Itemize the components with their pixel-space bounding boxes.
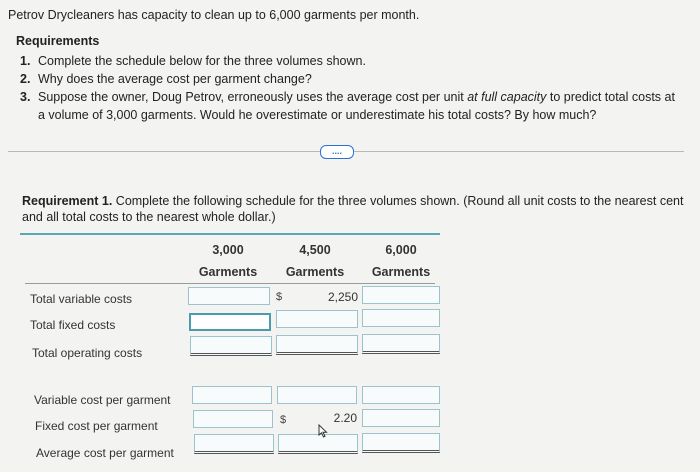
input-total-fixed-4500[interactable] <box>276 310 358 328</box>
requirement-1-label: Requirement 1. <box>22 194 113 208</box>
requirement-1-instructions <box>22 193 687 225</box>
column-unit: Garments <box>198 265 258 279</box>
header-rule <box>25 283 435 284</box>
mouse-cursor-icon <box>318 424 328 438</box>
input-variable-per-3000[interactable] <box>192 386 272 404</box>
requirement-item-1 <box>20 52 680 70</box>
requirement-number: 2. <box>20 72 31 86</box>
currency-symbol: $ <box>276 291 283 303</box>
input-average-per-6000[interactable] <box>362 433 440 453</box>
row-label-total-fixed: Total fixed costs <box>30 318 116 332</box>
input-fixed-per-6000[interactable] <box>362 409 440 427</box>
instructions-underline <box>20 233 440 235</box>
row-label-total-operating: Total operating costs <box>32 346 143 360</box>
requirement-item-2 <box>20 70 680 88</box>
input-total-operating-6000[interactable] <box>362 334 440 354</box>
requirement-text <box>38 88 680 124</box>
row-label-average-per-garment: Average cost per garment <box>36 446 174 460</box>
requirement-item-3 <box>20 88 680 124</box>
input-total-fixed-3000[interactable] <box>189 313 271 331</box>
input-total-variable-3000[interactable] <box>188 287 270 305</box>
requirement-text-part: Suppose the owner, Doug Petrov, erroneously uses the average cost per unit <box>38 90 468 104</box>
requirement-text-italic: at full capacity <box>467 90 547 104</box>
row-label-total-variable: Total variable costs <box>30 292 133 306</box>
input-variable-per-4500[interactable] <box>277 386 357 404</box>
requirement-text-part: to predict total costs at a volume of 3,000 garments. Would he overestimate or underestimate his total costs? By how much? <box>38 90 675 122</box>
requirement-number: 3. <box>20 90 31 104</box>
input-total-variable-6000[interactable] <box>362 286 440 304</box>
requirement-1-text: Complete the following schedule for the three volumes shown. (Round all unit costs to the nearest cent and all total costs to the nearest whole dollar.) <box>22 194 684 224</box>
row-label-variable-per-garment: Variable cost per garment <box>34 393 171 407</box>
row-label-fixed-per-garment: Fixed cost per garment <box>35 419 158 433</box>
column-header-4500 <box>275 243 355 279</box>
column-volume: 6,000 <box>385 243 417 257</box>
currency-symbol: $ <box>280 414 287 426</box>
input-average-per-3000[interactable] <box>194 434 274 454</box>
column-volume: 4,500 <box>299 243 331 257</box>
column-unit: Garments <box>371 265 431 279</box>
problem-intro: Petrov Drycleaners has capacity to clean up to 6,000 garments per month. <box>8 8 420 22</box>
column-volume: 3,000 <box>212 243 244 257</box>
column-header-3000 <box>188 243 268 279</box>
requirement-text: Why does the average cost per garment change? <box>38 72 312 86</box>
requirements-title: Requirements <box>16 34 100 48</box>
expand-more-button[interactable]: .... <box>320 145 354 159</box>
input-variable-per-6000[interactable] <box>362 386 440 404</box>
input-total-operating-4500[interactable] <box>276 335 358 355</box>
input-total-fixed-6000[interactable] <box>362 309 440 327</box>
input-fixed-per-3000[interactable] <box>193 410 273 428</box>
requirements-list <box>20 52 680 124</box>
value-fixed-per-4500: 2.20 <box>333 411 357 425</box>
column-unit: Garments <box>285 265 345 279</box>
requirement-number: 1. <box>20 54 31 68</box>
input-total-operating-3000[interactable] <box>190 336 272 356</box>
column-header-6000 <box>361 243 441 279</box>
requirement-text: Complete the schedule below for the three volumes shown. <box>38 54 366 68</box>
value-total-variable-4500: 2,250 <box>327 290 358 304</box>
